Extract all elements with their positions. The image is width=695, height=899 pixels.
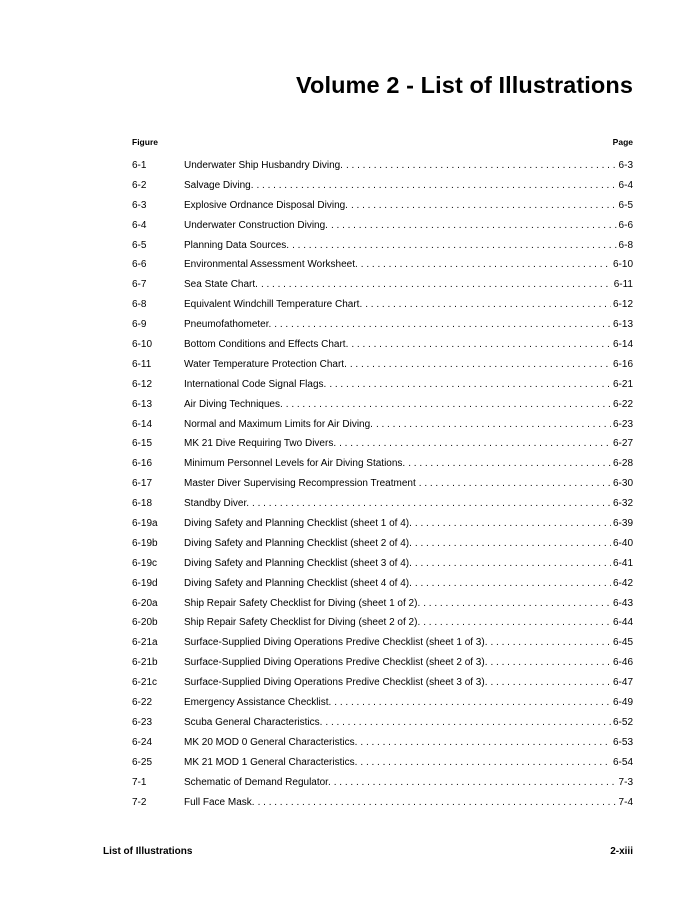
figure-number: 6-17 bbox=[132, 478, 153, 490]
figure-page-number: 6-39 bbox=[612, 518, 633, 530]
list-item[interactable] bbox=[132, 756, 633, 776]
figure-title: Normal and Maximum Limits for Air Diving. bbox=[184, 418, 373, 430]
figure-entry bbox=[184, 776, 633, 790]
figure-entry bbox=[184, 597, 633, 611]
figure-entry bbox=[184, 179, 633, 193]
figure-page-number: 6-22 bbox=[612, 398, 633, 410]
figure-number: 6-10 bbox=[132, 339, 153, 351]
figure-page-number: 6-53 bbox=[612, 736, 633, 748]
dot-leader bbox=[346, 159, 617, 173]
figure-title: Surface-Supplied Diving Operations Predive Checklist (sheet 2 of 3). bbox=[184, 657, 488, 669]
list-item[interactable] bbox=[132, 278, 633, 298]
figure-number: 6-6 bbox=[132, 259, 147, 271]
list-item[interactable] bbox=[132, 636, 633, 656]
list-item[interactable] bbox=[132, 696, 633, 716]
list-item[interactable] bbox=[132, 378, 633, 398]
figure-title: Pneumofathometer. bbox=[184, 319, 272, 331]
figure-page-number: 6-44 bbox=[612, 617, 633, 629]
figure-title: Water Temperature Protection Chart. bbox=[184, 358, 347, 370]
figure-page-number: 6-6 bbox=[618, 219, 633, 231]
list-item[interactable] bbox=[132, 517, 633, 537]
figure-number: 6-19c bbox=[132, 557, 158, 569]
dot-leader bbox=[286, 398, 611, 412]
figure-title: Master Diver Supervising Recompression Treatment bbox=[184, 478, 416, 490]
figure-page-number: 6-42 bbox=[612, 577, 633, 589]
list-item[interactable] bbox=[132, 497, 633, 517]
figure-number: 6-19b bbox=[132, 537, 158, 549]
figure-number: 6-7 bbox=[132, 279, 147, 291]
figure-page-number: 6-49 bbox=[612, 697, 633, 709]
figure-number: 6-23 bbox=[132, 716, 153, 728]
figure-page-number: 6-16 bbox=[612, 358, 633, 370]
figure-page-number: 6-11 bbox=[613, 279, 633, 291]
list-item[interactable] bbox=[132, 676, 633, 696]
figure-page-number: 6-5 bbox=[618, 199, 633, 211]
figure-page-number: 7-4 bbox=[618, 796, 633, 808]
dot-leader bbox=[490, 676, 611, 690]
figure-entry bbox=[184, 497, 633, 511]
figure-entry bbox=[184, 577, 633, 591]
figure-title: MK 20 MOD 0 General Characteristics. bbox=[184, 736, 358, 748]
figure-entry bbox=[184, 756, 633, 770]
list-item[interactable] bbox=[132, 358, 633, 378]
figure-entry bbox=[184, 159, 633, 173]
figure-entry bbox=[184, 437, 633, 451]
dot-leader bbox=[423, 597, 611, 611]
dot-leader bbox=[351, 199, 617, 213]
figure-page-number: 6-12 bbox=[612, 299, 633, 311]
figure-number: 6-22 bbox=[132, 697, 153, 709]
figure-title: MK 21 MOD 1 General Characteristics. bbox=[184, 756, 358, 768]
dot-leader bbox=[365, 298, 611, 312]
list-item[interactable] bbox=[132, 577, 633, 597]
figure-page-number: 6-28 bbox=[612, 458, 633, 470]
dot-leader bbox=[334, 776, 617, 790]
figure-number: 6-3 bbox=[132, 199, 147, 211]
list-item[interactable] bbox=[132, 159, 633, 179]
dot-leader bbox=[274, 318, 611, 332]
figure-title: Ship Repair Safety Checklist for Diving (sheet 1 of 2). bbox=[184, 597, 421, 609]
figure-entry bbox=[184, 398, 633, 412]
figure-number: 6-16 bbox=[132, 458, 153, 470]
figure-number: 6-11 bbox=[132, 358, 152, 370]
figure-number: 7-1 bbox=[132, 776, 147, 788]
dot-leader bbox=[351, 338, 611, 352]
figure-page-number: 6-46 bbox=[612, 657, 633, 669]
list-item[interactable] bbox=[132, 418, 633, 438]
figure-number: 6-5 bbox=[132, 239, 147, 251]
dot-leader bbox=[339, 437, 611, 451]
figure-page-number: 6-47 bbox=[612, 677, 633, 689]
dot-leader bbox=[258, 796, 617, 810]
figure-title: Salvage Diving. bbox=[184, 179, 254, 191]
dot-leader bbox=[490, 636, 611, 650]
figure-title: Planning Data Sources. bbox=[184, 239, 290, 251]
figure-page-number: 6-3 bbox=[618, 160, 633, 171]
figure-title: Emergency Assistance Checklist. bbox=[184, 697, 332, 709]
figure-entry bbox=[184, 358, 633, 372]
figure-title: Air Diving Techniques. bbox=[184, 398, 283, 410]
figure-number: 6-25 bbox=[132, 756, 153, 768]
illustrations-list bbox=[132, 159, 633, 815]
dot-leader bbox=[408, 457, 611, 471]
figure-page-number: 6-8 bbox=[618, 239, 633, 251]
list-item[interactable] bbox=[132, 616, 633, 636]
figure-title: Underwater Construction Diving. bbox=[184, 219, 328, 231]
dot-leader bbox=[325, 716, 611, 730]
dot-leader bbox=[360, 736, 611, 750]
figure-number: 6-9 bbox=[132, 319, 147, 331]
figure-page-number: 6-23 bbox=[612, 418, 633, 430]
list-item[interactable] bbox=[132, 716, 633, 736]
figure-title: Equivalent Windchill Temperature Chart. bbox=[184, 299, 363, 311]
figure-number: 6-15 bbox=[132, 438, 153, 450]
figure-number: 6-4 bbox=[132, 219, 147, 231]
list-item[interactable] bbox=[132, 557, 633, 577]
list-item[interactable] bbox=[132, 179, 633, 199]
list-item[interactable] bbox=[132, 656, 633, 676]
figure-entry bbox=[184, 616, 633, 630]
list-item[interactable] bbox=[132, 477, 633, 497]
dot-leader bbox=[350, 358, 611, 372]
figure-page-number: 6-13 bbox=[612, 319, 633, 331]
figure-entry bbox=[184, 338, 633, 352]
page-title: Volume 2 - List of Illustrations bbox=[295, 72, 633, 98]
list-item[interactable] bbox=[132, 239, 633, 259]
figure-page-number: 6-54 bbox=[612, 756, 633, 768]
figure-title: Underwater Ship Husbandry Diving. bbox=[184, 160, 343, 171]
dot-leader bbox=[415, 517, 611, 531]
figure-title: Explosive Ordnance Disposal Diving. bbox=[184, 199, 348, 211]
figure-entry bbox=[184, 239, 633, 253]
figure-entry bbox=[184, 537, 633, 551]
list-item[interactable] bbox=[132, 796, 633, 816]
dot-leader bbox=[261, 278, 612, 292]
figure-page-number: 6-14 bbox=[612, 339, 633, 351]
figure-page-number: 6-27 bbox=[612, 438, 633, 450]
figure-title: Environmental Assessment Worksheet. bbox=[184, 259, 358, 271]
dot-leader bbox=[361, 258, 611, 272]
list-item[interactable] bbox=[132, 199, 633, 219]
list-item[interactable] bbox=[132, 776, 633, 796]
figure-title: Surface-Supplied Diving Operations Predive Checklist (sheet 1 of 3). bbox=[184, 637, 488, 649]
list-item[interactable] bbox=[132, 338, 633, 358]
figure-page-number: 6-43 bbox=[612, 597, 633, 609]
figure-entry bbox=[184, 636, 633, 650]
figure-number: 6-21c bbox=[132, 677, 158, 689]
figure-entry bbox=[184, 219, 633, 233]
list-item[interactable] bbox=[132, 457, 633, 477]
figure-title: Ship Repair Safety Checklist for Diving (sheet 2 of 2). bbox=[184, 617, 421, 629]
dot-leader bbox=[423, 616, 611, 630]
figure-page-number: 6-40 bbox=[612, 537, 633, 549]
figure-title: Bottom Conditions and Effects Chart. bbox=[184, 339, 349, 351]
figure-number: 6-20b bbox=[132, 617, 158, 629]
figure-number: 6-2 bbox=[132, 179, 147, 191]
figure-number: 6-19a bbox=[132, 518, 158, 530]
figure-number: 7-2 bbox=[132, 796, 147, 808]
list-item[interactable] bbox=[132, 437, 633, 457]
figure-title: Surface-Supplied Diving Operations Predive Checklist (sheet 3 of 3). bbox=[184, 677, 488, 689]
list-item[interactable] bbox=[132, 298, 633, 318]
figure-entry bbox=[184, 796, 633, 810]
figure-page-number: 6-21 bbox=[612, 378, 633, 390]
dot-leader bbox=[360, 756, 611, 770]
dot-leader bbox=[419, 477, 611, 491]
figure-title: Sea State Chart. bbox=[184, 279, 258, 291]
figure-title: Diving Safety and Planning Checklist (sheet 3 of 4). bbox=[184, 557, 412, 569]
figure-number: 6-1 bbox=[132, 160, 147, 171]
figure-number: 6-8 bbox=[132, 299, 147, 311]
figure-number: 6-14 bbox=[132, 418, 153, 430]
page-column-header: Page bbox=[612, 137, 633, 147]
figure-number: 6-20a bbox=[132, 597, 158, 609]
dot-leader bbox=[329, 378, 611, 392]
list-item[interactable] bbox=[132, 398, 633, 418]
figure-entry bbox=[184, 298, 633, 312]
figure-title: International Code Signal Flags. bbox=[184, 378, 327, 390]
dot-leader bbox=[292, 239, 616, 253]
figure-number: 6-12 bbox=[132, 378, 153, 390]
figure-entry bbox=[184, 318, 633, 332]
figure-title: Schematic of Demand Regulator. bbox=[184, 776, 331, 788]
figure-page-number: 6-45 bbox=[612, 637, 633, 649]
footer-page-number: 2-xiii bbox=[610, 846, 633, 857]
figure-title: Diving Safety and Planning Checklist (sheet 4 of 4). bbox=[184, 577, 412, 589]
figure-page-number: 7-3 bbox=[618, 776, 633, 788]
figure-column-header: Figure bbox=[132, 137, 158, 147]
dot-leader bbox=[415, 537, 611, 551]
figure-page-number: 6-32 bbox=[612, 498, 633, 510]
list-item[interactable] bbox=[132, 258, 633, 278]
figure-title: Scuba General Characteristics. bbox=[184, 716, 323, 728]
dot-leader bbox=[376, 418, 611, 432]
dot-leader bbox=[256, 179, 616, 193]
list-item[interactable] bbox=[132, 537, 633, 557]
dot-leader bbox=[490, 656, 611, 670]
figure-page-number: 6-41 bbox=[612, 557, 633, 569]
figure-title: Diving Safety and Planning Checklist (sheet 1 of 4). bbox=[184, 518, 412, 530]
figure-title: Full Face Mask. bbox=[184, 796, 255, 808]
figure-number: 6-21a bbox=[132, 637, 158, 649]
figure-title: Minimum Personnel Levels for Air Diving Stations. bbox=[184, 458, 406, 470]
list-item[interactable] bbox=[132, 318, 633, 338]
figure-entry bbox=[184, 278, 633, 292]
figure-entry bbox=[184, 457, 633, 471]
list-item[interactable] bbox=[132, 736, 633, 756]
figure-number: 6-21b bbox=[132, 657, 158, 669]
figure-entry bbox=[184, 517, 633, 531]
figure-page-number: 6-52 bbox=[612, 716, 633, 728]
figure-entry bbox=[184, 378, 633, 392]
dot-leader bbox=[334, 696, 611, 710]
figure-title: MK 21 Dive Requiring Two Divers. bbox=[184, 438, 337, 450]
figure-title: Standby Diver. bbox=[184, 498, 250, 510]
dot-leader bbox=[331, 219, 617, 233]
list-item[interactable] bbox=[132, 219, 633, 239]
figure-entry bbox=[184, 477, 633, 491]
list-item[interactable] bbox=[132, 597, 633, 617]
figure-title: Diving Safety and Planning Checklist (sheet 2 of 4). bbox=[184, 537, 412, 549]
figure-page-number: 6-4 bbox=[618, 179, 633, 191]
footer-section-title: List of Illustrations bbox=[103, 846, 193, 857]
figure-entry bbox=[184, 696, 633, 710]
figure-entry bbox=[184, 557, 633, 571]
figure-entry bbox=[184, 716, 633, 730]
figure-number: 6-18 bbox=[132, 498, 153, 510]
dot-leader bbox=[252, 497, 611, 511]
figure-page-number: 6-10 bbox=[612, 259, 633, 271]
dot-leader bbox=[415, 577, 611, 591]
figure-entry bbox=[184, 418, 633, 432]
dot-leader bbox=[415, 557, 611, 571]
figure-entry bbox=[184, 736, 633, 750]
figure-entry bbox=[184, 199, 633, 213]
figure-entry bbox=[184, 676, 633, 690]
figure-number: 6-24 bbox=[132, 736, 153, 748]
figure-number: 6-19d bbox=[132, 577, 158, 589]
figure-entry bbox=[184, 656, 633, 670]
figure-entry bbox=[184, 258, 633, 272]
figure-number: 6-13 bbox=[132, 398, 153, 410]
figure-page-number: 6-30 bbox=[612, 478, 633, 490]
